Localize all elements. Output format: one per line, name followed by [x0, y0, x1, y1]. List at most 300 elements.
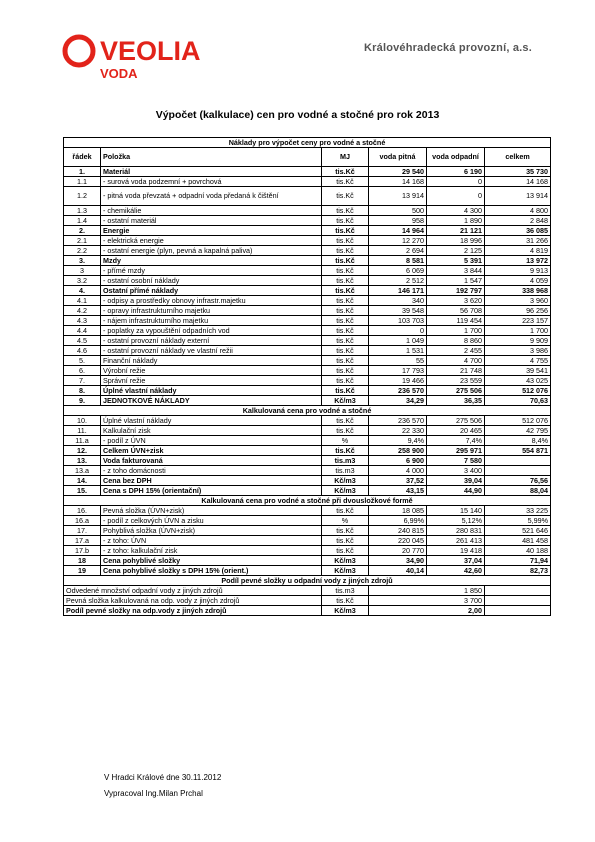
- row-waste: 2,00: [369, 606, 485, 616]
- row-unit: tis.Kč: [322, 386, 369, 396]
- row-total: [485, 466, 551, 476]
- row-number: 13.: [64, 456, 101, 466]
- row-unit: Kč/m3: [322, 606, 369, 616]
- table-row: [64, 236, 551, 246]
- table-row: [64, 276, 551, 286]
- row-unit: tis.Kč: [322, 216, 369, 226]
- table-row: [64, 316, 551, 326]
- row-water: 29 540: [369, 167, 427, 177]
- row-waste: 21 121: [427, 226, 485, 236]
- row-unit: Kč/m3: [322, 486, 369, 496]
- row-number: 5.: [64, 356, 101, 366]
- row-waste: 36,35: [427, 396, 485, 406]
- row-number: 4.1: [64, 296, 101, 306]
- row-total: 39 541: [485, 366, 551, 376]
- row-water: 34,29: [369, 396, 427, 406]
- row-waste: 21 748: [427, 366, 485, 376]
- table-row: [64, 346, 551, 356]
- row-water: 19 466: [369, 376, 427, 386]
- table-row: [64, 386, 551, 396]
- row-waste: 275 506: [427, 416, 485, 426]
- row-item: - odpisy a prostředky obnovy infrastr.majetku: [101, 296, 322, 306]
- row-total: 31 266: [485, 236, 551, 246]
- row-number: 8.: [64, 386, 101, 396]
- row-item: - pitná voda převzatá + odpadní voda předaná k čištění: [101, 187, 322, 206]
- row-total: 43 025: [485, 376, 551, 386]
- row-number: 16.: [64, 506, 101, 516]
- row-unit: Kč/m3: [322, 476, 369, 486]
- row-number: 13.a: [64, 466, 101, 476]
- row-item: Finanční náklady: [101, 356, 322, 366]
- row-total: 14 168: [485, 177, 551, 187]
- row-waste: 3 700: [369, 596, 485, 606]
- row-item: Úplné vlastní náklady: [101, 386, 322, 396]
- row-water: 18 085: [369, 506, 427, 516]
- row-waste: 15 140: [427, 506, 485, 516]
- row-total: 512 076: [485, 386, 551, 396]
- section-header: [64, 138, 551, 148]
- row-unit: Kč/m3: [322, 556, 369, 566]
- row-unit: tis.Kč: [322, 296, 369, 306]
- section-header: [64, 406, 551, 416]
- row-number: 1.: [64, 167, 101, 177]
- row-unit: tis.Kč: [322, 187, 369, 206]
- row-item: Pevná složka kalkulovaná na odp. vody z jiných zdrojů: [64, 596, 322, 606]
- row-number: 4.3: [64, 316, 101, 326]
- row-waste: 2 125: [427, 246, 485, 256]
- col-water-header: voda pitná: [369, 148, 427, 167]
- row-item: - přímé mzdy: [101, 266, 322, 276]
- table-row: [64, 486, 551, 496]
- page-title: Výpočet (kalkulace) cen pro vodné a stočné pro rok 2013: [155, 109, 440, 121]
- row-total: 3 960: [485, 296, 551, 306]
- row-unit: tis.Kč: [322, 526, 369, 536]
- table-row: [64, 246, 551, 256]
- row-waste: 192 797: [427, 286, 485, 296]
- row-waste: 275 506: [427, 386, 485, 396]
- row-waste: 3 844: [427, 266, 485, 276]
- row-item: - chemikálie: [101, 206, 322, 216]
- row-waste: 1 890: [427, 216, 485, 226]
- section-title: Náklady pro výpočet ceny pro vodné a stočné: [64, 138, 551, 148]
- row-total: 8,4%: [485, 436, 551, 446]
- brand-sub: VODA: [100, 66, 138, 80]
- row-waste: 23 559: [427, 376, 485, 386]
- row-unit: tis.Kč: [322, 336, 369, 346]
- row-item: - nájem infrastrukturního majetku: [101, 316, 322, 326]
- col-unit-header: MJ: [322, 148, 369, 167]
- row-number: 4.2: [64, 306, 101, 316]
- row-unit: tis.Kč: [322, 236, 369, 246]
- row-water: 14 168: [369, 177, 427, 187]
- section-title: Kalkulovaná cena pro vodné a stočné při dvousložkové formě: [64, 496, 551, 506]
- row-water: 55: [369, 356, 427, 366]
- row-water: 236 570: [369, 416, 427, 426]
- row-unit: tis.m3: [322, 586, 369, 596]
- row-total: 512 076: [485, 416, 551, 426]
- row-waste: 5 391: [427, 256, 485, 266]
- row-item: - z toho: ÚVN: [101, 536, 322, 546]
- row-item: - ostatní osobní náklady: [101, 276, 322, 286]
- row-item: Materiál: [101, 167, 322, 177]
- row-empty: [485, 596, 551, 606]
- table-row: [64, 606, 551, 616]
- col-row-header: řádek: [64, 148, 101, 167]
- row-unit: tis.Kč: [322, 316, 369, 326]
- row-waste: 7,4%: [427, 436, 485, 446]
- row-unit: tis.Kč: [322, 226, 369, 236]
- col-total-header: celkem: [485, 148, 551, 167]
- row-item: - surová voda podzemní + povrchová: [101, 177, 322, 187]
- row-waste: 5,12%: [427, 516, 485, 526]
- col-item-header: Položka: [101, 148, 322, 167]
- row-unit: tis.Kč: [322, 167, 369, 177]
- row-total: 33 225: [485, 506, 551, 516]
- row-number: 19: [64, 566, 101, 576]
- table-row: [64, 506, 551, 516]
- row-unit: tis.Kč: [322, 416, 369, 426]
- row-item: Cena pohyblivé složky s DPH 15% (orient.): [101, 566, 322, 576]
- col-waste-header: voda odpadní: [427, 148, 485, 167]
- row-total: 35 730: [485, 167, 551, 177]
- row-item: JEDNOTKOVÉ NÁKLADY: [101, 396, 322, 406]
- row-number: 11.a: [64, 436, 101, 446]
- row-waste: 19 418: [427, 546, 485, 556]
- row-total: 36 085: [485, 226, 551, 236]
- row-unit: tis.Kč: [322, 366, 369, 376]
- row-waste: 3 620: [427, 296, 485, 306]
- row-item: Pevná složka (ÚVN+zisk): [101, 506, 322, 516]
- row-item: Voda fakturovaná: [101, 456, 322, 466]
- row-waste: 20 465: [427, 426, 485, 436]
- row-waste: 261 413: [427, 536, 485, 546]
- row-water: 500: [369, 206, 427, 216]
- row-water: 220 045: [369, 536, 427, 546]
- row-number: 4.5: [64, 336, 101, 346]
- row-number: 11.: [64, 426, 101, 436]
- row-total: 76,56: [485, 476, 551, 486]
- row-number: 12.: [64, 446, 101, 456]
- row-water: 1 049: [369, 336, 427, 346]
- row-unit: tis.Kč: [322, 356, 369, 366]
- row-water: 37,52: [369, 476, 427, 486]
- row-unit: tis.Kč: [322, 536, 369, 546]
- row-item: Energie: [101, 226, 322, 236]
- row-unit: %: [322, 436, 369, 446]
- table-row: [64, 516, 551, 526]
- row-number: 3: [64, 266, 101, 276]
- row-total: 554 871: [485, 446, 551, 456]
- row-total: 9 909: [485, 336, 551, 346]
- row-item: - ostatní energie (plyn, pevná a kapalná paliva): [101, 246, 322, 256]
- row-number: 1.4: [64, 216, 101, 226]
- row-total: 70,63: [485, 396, 551, 406]
- row-water: 6,99%: [369, 516, 427, 526]
- row-number: 1.2: [64, 187, 101, 206]
- footer-author: Vypracoval Ing.Milan Prchal: [104, 789, 203, 798]
- row-water: 4 000: [369, 466, 427, 476]
- row-water: 14 964: [369, 226, 427, 236]
- row-water: 22 330: [369, 426, 427, 436]
- row-waste: 4 700: [427, 356, 485, 366]
- row-item: Kalkulační zisk: [101, 426, 322, 436]
- row-number: 17.: [64, 526, 101, 536]
- row-number: 4.4: [64, 326, 101, 336]
- row-item: Cena s DPH 15% (orientační): [101, 486, 322, 496]
- row-total: 13 914: [485, 187, 551, 206]
- row-water: 12 270: [369, 236, 427, 246]
- row-water: 103 703: [369, 316, 427, 326]
- row-number: 2.: [64, 226, 101, 236]
- row-water: 2 694: [369, 246, 427, 256]
- row-waste: 295 971: [427, 446, 485, 456]
- row-item: Výrobní režie: [101, 366, 322, 376]
- row-unit: tis.Kč: [322, 177, 369, 187]
- company-name: Královéhradecká provozní, a.s.: [364, 42, 533, 54]
- table-row: [64, 216, 551, 226]
- row-item: Ostatní přímé náklady: [101, 286, 322, 296]
- table-row: [64, 446, 551, 456]
- cost-table: [63, 137, 551, 616]
- section-header: [64, 496, 551, 506]
- row-waste: 3 400: [427, 466, 485, 476]
- row-water: 340: [369, 296, 427, 306]
- row-waste: 1 700: [427, 326, 485, 336]
- row-item: - z toho: kalkulační zisk: [101, 546, 322, 556]
- row-water: 958: [369, 216, 427, 226]
- row-water: 146 171: [369, 286, 427, 296]
- row-waste: 18 996: [427, 236, 485, 246]
- row-unit: %: [322, 516, 369, 526]
- row-number: 17.a: [64, 536, 101, 546]
- row-unit: tis.Kč: [322, 246, 369, 256]
- row-item: Cena bez DPH: [101, 476, 322, 486]
- row-water: 20 770: [369, 546, 427, 556]
- row-waste: 0: [427, 187, 485, 206]
- row-total: 42 795: [485, 426, 551, 436]
- row-waste: 1 547: [427, 276, 485, 286]
- row-unit: tis.Kč: [322, 286, 369, 296]
- table-row: [64, 436, 551, 446]
- row-total: 481 458: [485, 536, 551, 546]
- row-waste: 39,04: [427, 476, 485, 486]
- row-waste: 56 708: [427, 306, 485, 316]
- row-waste: 280 831: [427, 526, 485, 536]
- row-total: 521 646: [485, 526, 551, 536]
- row-number: 9.: [64, 396, 101, 406]
- row-item: - opravy infrastrukturního majetku: [101, 306, 322, 316]
- row-empty: [485, 586, 551, 596]
- row-water: 6 069: [369, 266, 427, 276]
- row-total: 3 986: [485, 346, 551, 356]
- table-row: [64, 296, 551, 306]
- row-number: 7.: [64, 376, 101, 386]
- table-row: [64, 476, 551, 486]
- row-number: 14.: [64, 476, 101, 486]
- row-number: 4.6: [64, 346, 101, 356]
- row-item: - ostatní provozní náklady ve vlastní režii: [101, 346, 322, 356]
- row-unit: tis.m3: [322, 466, 369, 476]
- row-waste: 1 850: [369, 586, 485, 596]
- table-row: [64, 326, 551, 336]
- row-item: Odvedené množství odpadní vody z jiných zdrojů: [64, 586, 322, 596]
- table-row: [64, 596, 551, 606]
- row-unit: tis.Kč: [322, 506, 369, 516]
- row-water: 17 793: [369, 366, 427, 376]
- row-number: 6.: [64, 366, 101, 376]
- row-total: 96 256: [485, 306, 551, 316]
- table-row: [64, 177, 551, 187]
- row-item: - z toho domácnosti: [101, 466, 322, 476]
- table-row: [64, 546, 551, 556]
- row-waste: 7 580: [427, 456, 485, 466]
- row-unit: tis.Kč: [322, 426, 369, 436]
- row-water: 0: [369, 326, 427, 336]
- row-waste: 44,90: [427, 486, 485, 496]
- row-water: 43,15: [369, 486, 427, 496]
- table-row: [64, 256, 551, 266]
- row-water: 13 914: [369, 187, 427, 206]
- row-water: 9,4%: [369, 436, 427, 446]
- row-number: 4.: [64, 286, 101, 296]
- row-unit: tis.m3: [322, 456, 369, 466]
- section-header: [64, 576, 551, 586]
- row-total: 5,99%: [485, 516, 551, 526]
- row-unit: tis.Kč: [322, 206, 369, 216]
- table-row: [64, 167, 551, 177]
- row-item: - ostatní materiál: [101, 216, 322, 226]
- row-waste: 2 455: [427, 346, 485, 356]
- row-total: 71,94: [485, 556, 551, 566]
- row-water: 40,14: [369, 566, 427, 576]
- table-header-row: [64, 148, 551, 167]
- row-item: Úplné vlastní náklady: [101, 416, 322, 426]
- row-total: [485, 456, 551, 466]
- row-total: 223 157: [485, 316, 551, 326]
- row-number: 16.a: [64, 516, 101, 526]
- table-row: [64, 187, 551, 206]
- row-number: 1.1: [64, 177, 101, 187]
- row-unit: tis.Kč: [322, 376, 369, 386]
- row-water: 240 815: [369, 526, 427, 536]
- row-item: Správní režie: [101, 376, 322, 386]
- row-water: 258 900: [369, 446, 427, 456]
- row-number: 15.: [64, 486, 101, 496]
- row-item: Celkem ÚVN+zisk: [101, 446, 322, 456]
- row-number: 2.1: [64, 236, 101, 246]
- row-number: 2.2: [64, 246, 101, 256]
- row-number: 17.b: [64, 546, 101, 556]
- table-row: [64, 526, 551, 536]
- row-item: Cena pohyblivé složky: [101, 556, 322, 566]
- row-item: Pohyblivá složka (ÚVN+zisk): [101, 526, 322, 536]
- row-water: 1 531: [369, 346, 427, 356]
- table-row: [64, 306, 551, 316]
- table-row: [64, 356, 551, 366]
- row-item: Podíl pevné složky na odp.vody z jiných zdrojů: [64, 606, 322, 616]
- row-waste: 42,60: [427, 566, 485, 576]
- row-number: 18: [64, 556, 101, 566]
- row-total: 88,04: [485, 486, 551, 496]
- row-total: 4 059: [485, 276, 551, 286]
- row-number: 3.2: [64, 276, 101, 286]
- table-row: [64, 456, 551, 466]
- row-unit: tis.Kč: [322, 346, 369, 356]
- brand-name: VEOLIA: [100, 36, 201, 66]
- table-row: [64, 226, 551, 236]
- table-row: [64, 466, 551, 476]
- footer-date: V Hradci Králové dne 30.11.2012: [104, 773, 222, 782]
- row-unit: tis.Kč: [322, 546, 369, 556]
- table-row: [64, 206, 551, 216]
- row-waste: 4 300: [427, 206, 485, 216]
- table-row: [64, 416, 551, 426]
- row-unit: tis.Kč: [322, 256, 369, 266]
- table-row: [64, 366, 551, 376]
- row-total: 2 848: [485, 216, 551, 226]
- row-water: 2 512: [369, 276, 427, 286]
- row-total: 4 800: [485, 206, 551, 216]
- row-waste: 0: [427, 177, 485, 187]
- row-total: 4 819: [485, 246, 551, 256]
- veolia-logo: [62, 34, 222, 80]
- row-total: 40 188: [485, 546, 551, 556]
- table-row: [64, 536, 551, 546]
- row-unit: tis.Kč: [322, 446, 369, 456]
- row-unit: tis.Kč: [322, 596, 369, 606]
- row-item: - poplatky za vypouštění odpadních vod: [101, 326, 322, 336]
- row-item: - podíl z celkových ÚVN a zisku: [101, 516, 322, 526]
- row-total: 82,73: [485, 566, 551, 576]
- row-unit: Kč/m3: [322, 396, 369, 406]
- row-total: 1 700: [485, 326, 551, 336]
- table-row: [64, 586, 551, 596]
- table-row: [64, 396, 551, 406]
- table-row: [64, 286, 551, 296]
- table-row: [64, 556, 551, 566]
- row-waste: 8 860: [427, 336, 485, 346]
- row-empty: [485, 606, 551, 616]
- table-row: [64, 426, 551, 436]
- row-number: 10.: [64, 416, 101, 426]
- row-total: 4 755: [485, 356, 551, 366]
- row-waste: 119 454: [427, 316, 485, 326]
- row-item: - elektrická energie: [101, 236, 322, 246]
- table-row: [64, 336, 551, 346]
- row-item: Mzdy: [101, 256, 322, 266]
- row-waste: 37,04: [427, 556, 485, 566]
- row-item: - podíl z ÚVN: [101, 436, 322, 446]
- row-total: 338 968: [485, 286, 551, 296]
- table-row: [64, 376, 551, 386]
- row-water: 6 900: [369, 456, 427, 466]
- row-number: 1.3: [64, 206, 101, 216]
- row-water: 39 548: [369, 306, 427, 316]
- row-unit: tis.Kč: [322, 276, 369, 286]
- row-number: 3.: [64, 256, 101, 266]
- section-title: Podíl pevné složky u odpadní vody z jiných zdrojů: [64, 576, 551, 586]
- row-water: 8 581: [369, 256, 427, 266]
- section-title: Kalkulovaná cena pro vodné a stočné: [64, 406, 551, 416]
- table-row: [64, 566, 551, 576]
- row-item: - ostatní provozní náklady externí: [101, 336, 322, 346]
- row-waste: 6 190: [427, 167, 485, 177]
- row-unit: tis.Kč: [322, 266, 369, 276]
- row-water: 34,90: [369, 556, 427, 566]
- row-total: 13 972: [485, 256, 551, 266]
- table-row: [64, 266, 551, 276]
- row-unit: Kč/m3: [322, 566, 369, 576]
